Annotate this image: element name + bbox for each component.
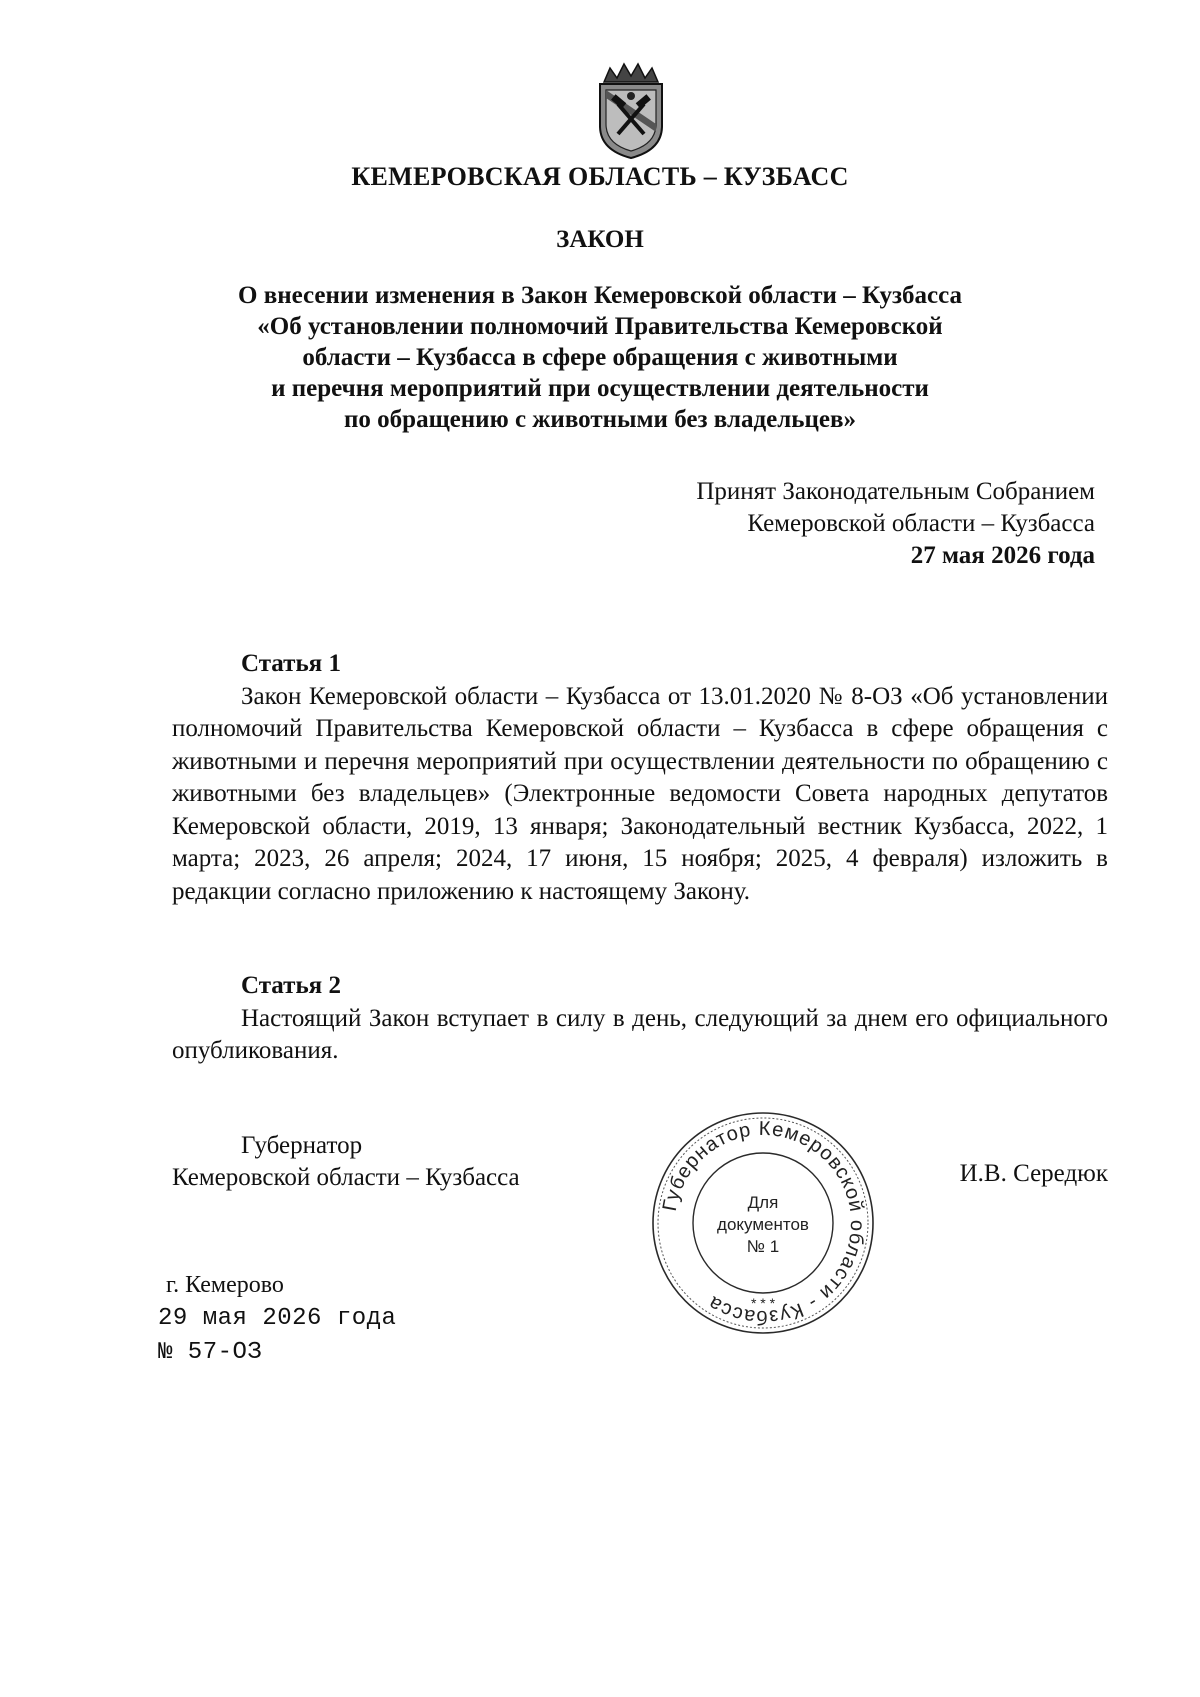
document-type: ЗАКОН [556,226,644,253]
seal-center-line: документов [717,1215,809,1234]
adoption-line: Кемеровской области – Кузбасса [747,510,1095,537]
signatory-name: И.В. Середюк [959,1160,1108,1187]
article-heading: Статья 1 [241,650,341,677]
article-text: Закон Кемеровской области – Кузбасса от 13.01.2020 № 8-ОЗ «Об установлении полномочий Правительства Кемеровской области – Кузбасса в сфере обращения с животными и перечня мероприятий при осуществлении деятельности по обращению с животными без владельцев» (Электронные ведомости Совета народных депутатов Кемеровской области, 2019, 13 января; Законодательный вестник Кузбасса, 2022, 1 марта; 2023, 26 апреля; 2024, 17 июня, 15 ноября; 2025, 4 февраля) изложить в редакции согласно приложению к настоящему Закону. [172,682,1108,905]
signatory-position-line: Кемеровской области – Кузбасса [172,1164,520,1191]
kuzbass-coat-of-arms-icon [590,60,672,160]
issue-date: 29 мая 2026 года [158,1305,397,1332]
law-title-line: области – Кузбасса в сфере обращения с животными [302,344,898,371]
law-title-line: по обращению с животными без владельцев» [344,406,856,433]
adoption-date: 27 мая 2026 года [910,542,1095,569]
law-title-line: и перечня мероприятий при осуществлении деятельности [271,375,929,402]
adoption-line: Принят Законодательным Собранием [696,478,1095,505]
region-heading: КЕМЕРОВСКАЯ ОБЛАСТЬ – КУЗБАСС [351,162,849,191]
law-title-line: О внесении изменения в Закон Кемеровской области – Кузбасса [238,282,962,309]
seal-center-line: № 1 [746,1237,780,1256]
signatory-position-line: Губернатор [241,1132,363,1159]
signatory-position [172,1130,520,1194]
law-number: № 57-ОЗ [158,1339,263,1366]
article-1 [172,648,1108,908]
law-title-line: «Об установлении полномочий Правительства Кемеровской [257,313,943,340]
law-title [0,280,1200,435]
issue-city: г. Кемерово [166,1272,284,1298]
seal-bottom-mark: * * * [750,1295,776,1311]
official-seal [648,1108,878,1338]
issue-place-block [158,1268,396,1370]
article-heading: Статья 2 [241,972,341,999]
seal-center-line: Для [747,1193,779,1212]
article-2 [172,970,1108,1068]
article-text: Настоящий Закон вступает в силу в день, следующий за днем его официального опубликования. [172,1004,1108,1064]
adoption-block [696,476,1095,572]
seal-ring-text: Губернатор Кемеровской области - Кузбасса [658,1117,869,1329]
